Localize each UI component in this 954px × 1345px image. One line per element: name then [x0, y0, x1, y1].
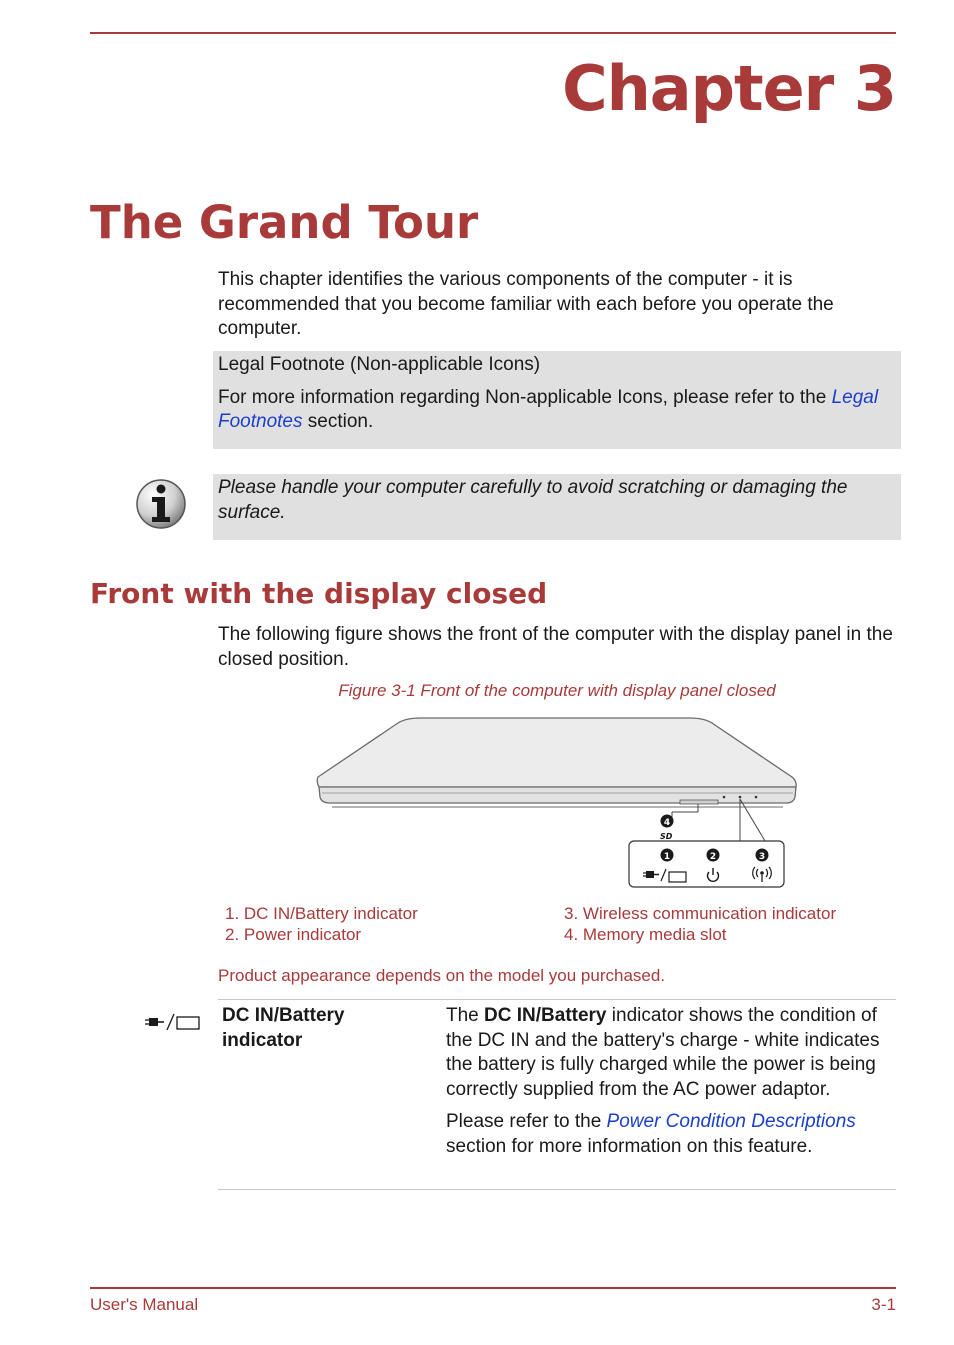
legend-item: 4. Memory media slot [564, 925, 727, 944]
table-bottom-rule [218, 1189, 896, 1190]
intro-paragraph: This chapter identifies the various components of the computer - it is recommended that you become familiar with each before you operate the computer. [218, 269, 834, 339]
legal-footnote-text-after: section. [307, 411, 374, 432]
power-condition-link[interactable]: Power Condition Descriptions [606, 1111, 856, 1132]
figure-caption: Figure 3-1 Front of the computer with display panel closed [338, 681, 776, 700]
sd-logo: SD [660, 832, 673, 841]
legal-footnote-text [218, 386, 893, 435]
legal-footnote-text-before: For more information regarding Non-applicable Icons, please refer to the [218, 386, 827, 408]
dc-in-battery-icon [143, 1011, 203, 1033]
component-term: DC IN/Battery indicator [222, 1005, 345, 1051]
laptop-figure [310, 715, 805, 895]
callout-4 [661, 815, 674, 829]
table-top-rule [218, 999, 896, 1000]
legal-footnote-heading: Legal Footnote (Non-applicable Icons) [218, 354, 541, 375]
desc-bold: DC IN/Battery [484, 1005, 607, 1026]
desc-prefix: The [446, 1005, 479, 1026]
legal-footnotes-link[interactable]: Legal Footnotes [218, 386, 879, 432]
legend-item: 3. Wireless communication indicator [564, 904, 837, 923]
legend-item: 2. Power indicator [225, 925, 362, 944]
page-title: The Grand Tour [90, 196, 479, 249]
legal-footnote-box [213, 351, 901, 449]
info-icon [135, 478, 187, 530]
svg-text:1: 1 [663, 852, 671, 862]
appearance-note: Product appearance depends on the model you purchased. [218, 966, 666, 985]
refer-after: section for more information on this feature. [446, 1135, 813, 1157]
section-title-front: Front with the display closed [90, 577, 548, 610]
component-refer-text [446, 1110, 896, 1159]
footer-page-number: 3-1 [871, 1295, 896, 1314]
desc-text: indicator shows the condition of the DC IN and the battery's charge - white indicates the battery is fully charged while the power is being correctly supplied from the AC power adaptor. [446, 1005, 880, 1100]
front-section-text: The following figure shows the front of the computer with the display panel in the closed position. [218, 624, 893, 670]
footer-manual-label: User's Manual [90, 1295, 199, 1314]
refer-before: Please refer to the [446, 1111, 602, 1132]
component-description [446, 1004, 896, 1159]
legend-item: 1. DC IN/Battery indicator [225, 904, 418, 923]
info-note-text: Please handle your computer carefully to avoid scratching or damaging the surface. [218, 477, 848, 523]
info-note-box [213, 474, 901, 540]
svg-text:4: 4 [663, 818, 671, 828]
svg-text:2: 2 [709, 852, 717, 862]
component-description-text [446, 1004, 896, 1102]
footer-rule [90, 1287, 896, 1289]
svg-text:3: 3 [758, 852, 766, 862]
top-rule [90, 32, 896, 34]
chapter-title: Chapter 3 [562, 52, 896, 125]
